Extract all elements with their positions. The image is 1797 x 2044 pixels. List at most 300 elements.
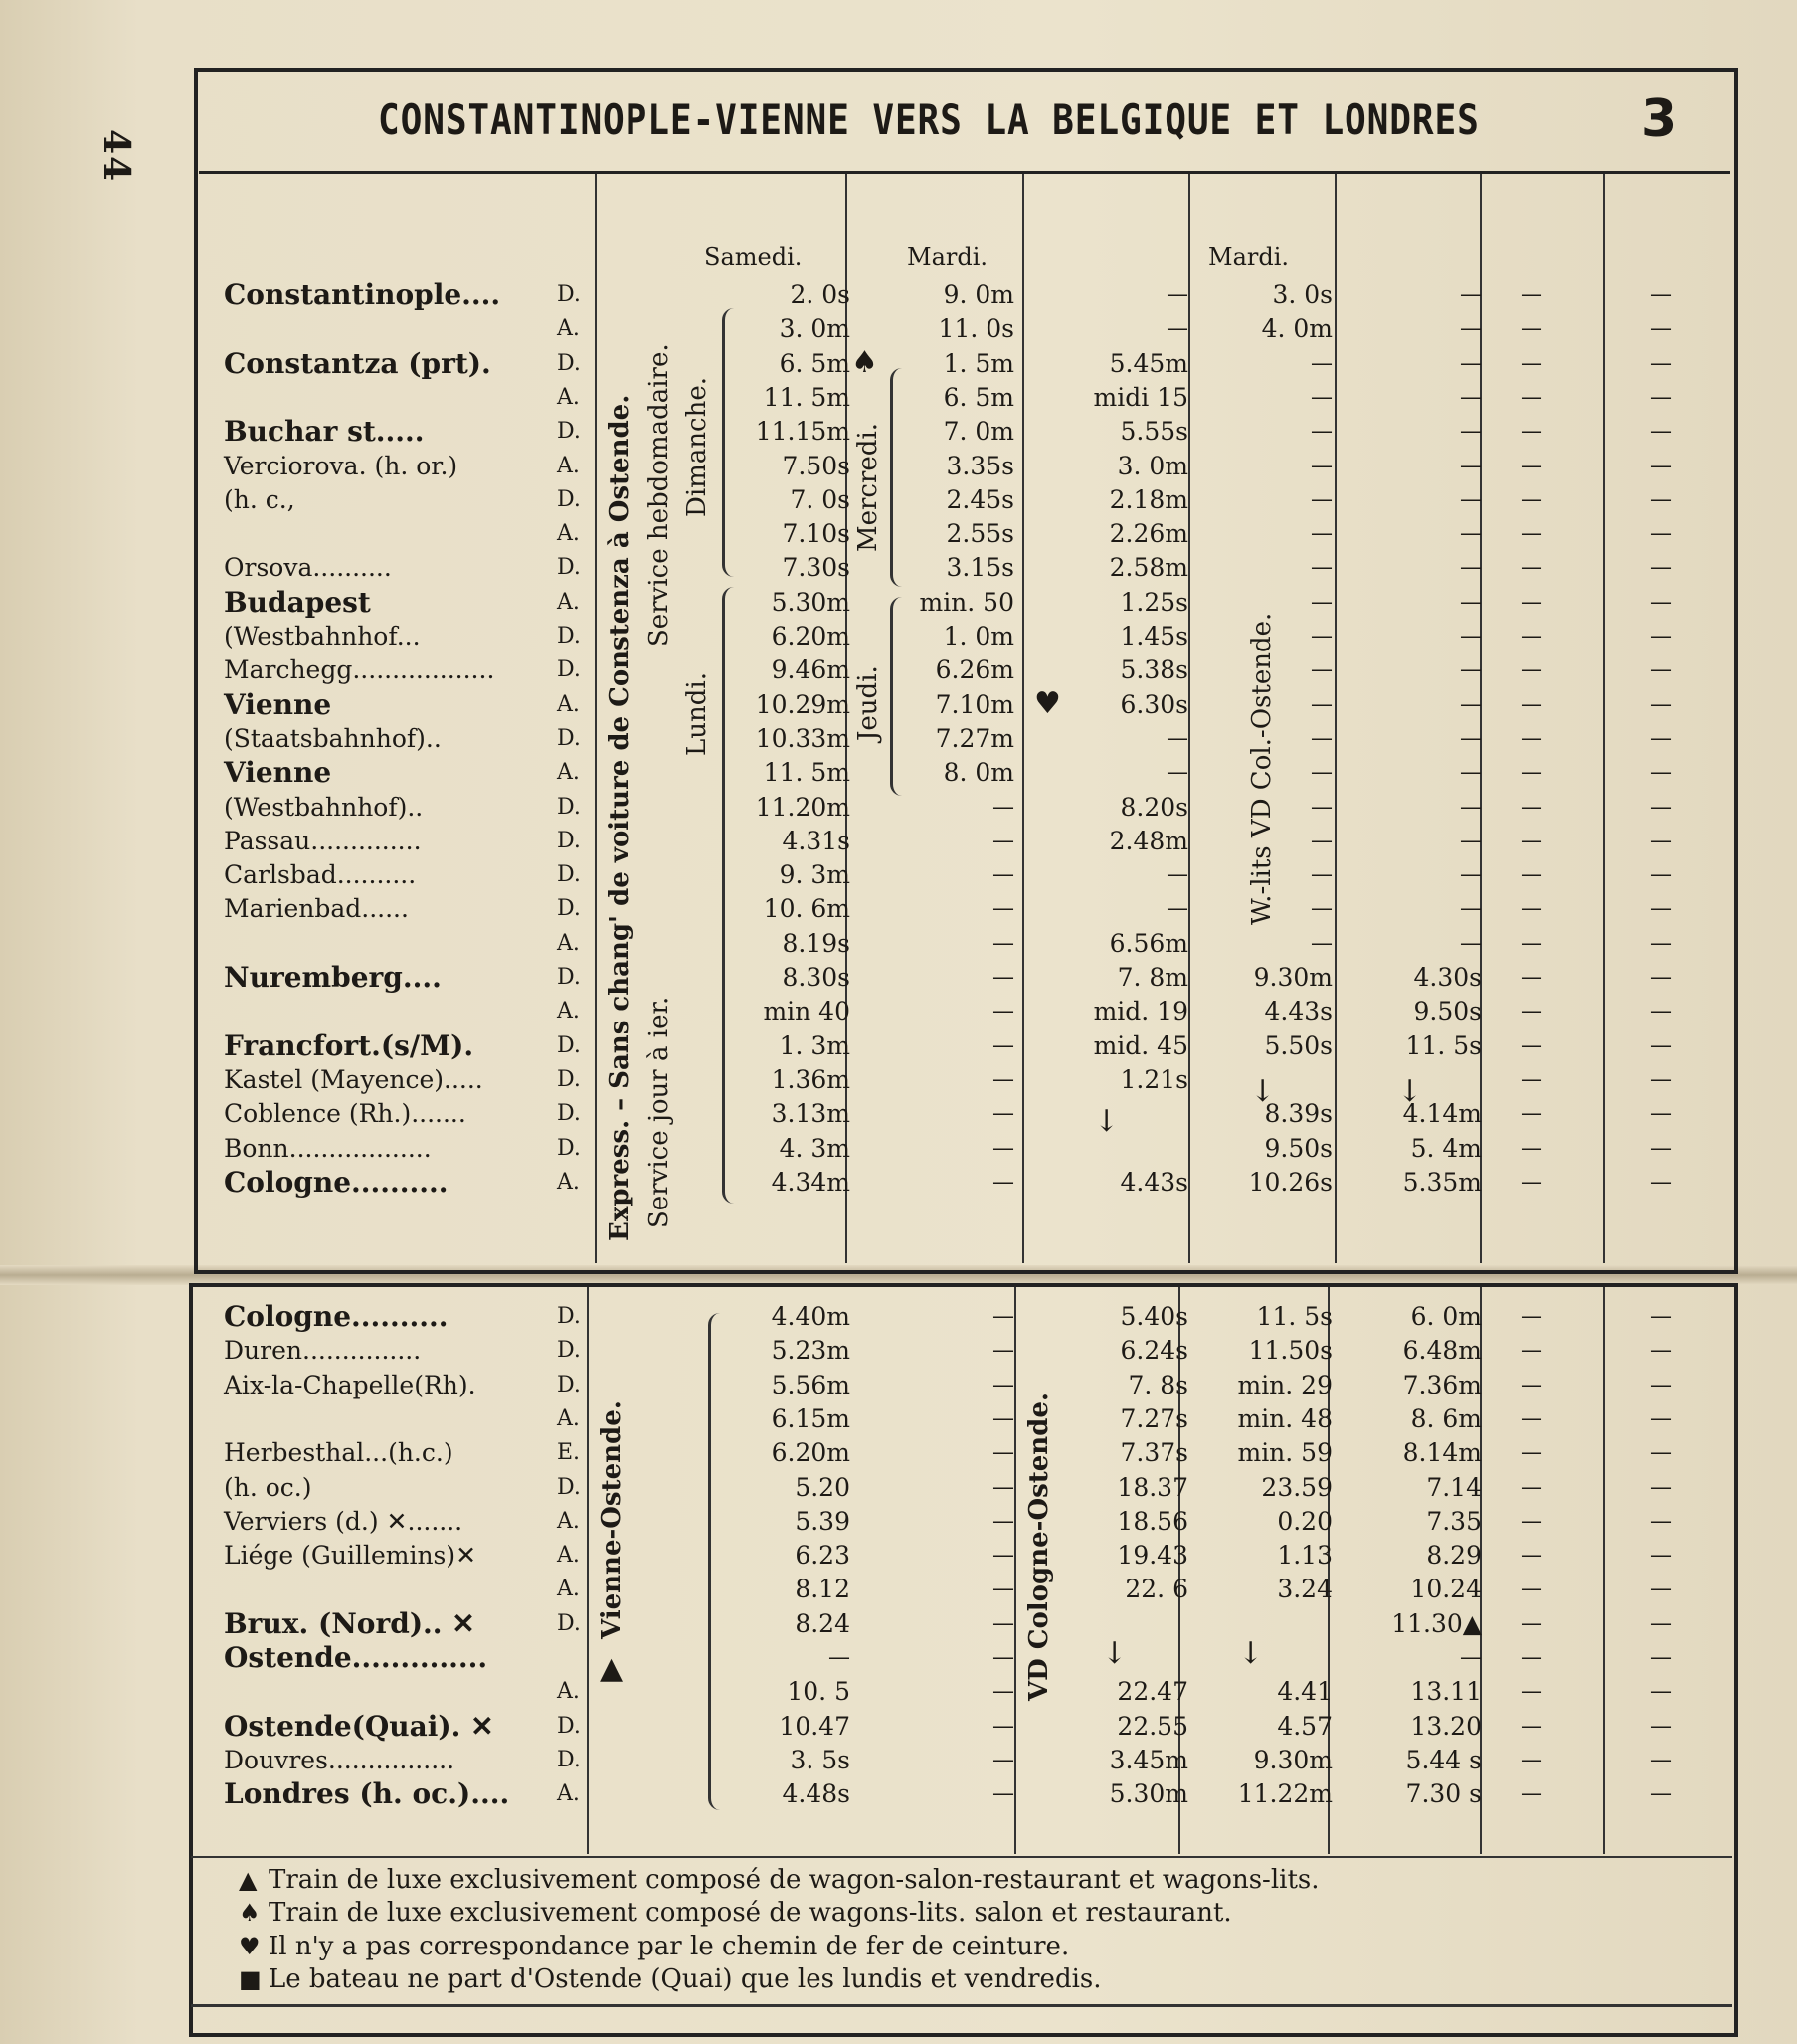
table-row — [0, 1436, 1797, 1470]
table-row — [0, 1369, 1797, 1402]
time-cell: 7.27m — [935, 723, 1014, 753]
time-cell: — — [1460, 794, 1482, 820]
station-name: Londres (h. oc.).... — [224, 1777, 510, 1811]
time-cell: 7.35 — [1426, 1506, 1482, 1536]
station-name: Verciorova. (h. or.) — [224, 451, 458, 480]
time-cell: 6.20m — [771, 622, 850, 650]
vertical-label-service-jour: Service jour à ier. — [644, 996, 674, 1228]
time-cell: 11. 5s — [1256, 1302, 1333, 1331]
time-cell: — — [1521, 316, 1542, 342]
time-cell: 7.14 — [1426, 1472, 1482, 1502]
time-cell: min. 59 — [1237, 1438, 1333, 1468]
time-cell: — — [1650, 1713, 1672, 1739]
arrival-departure: A. — [557, 1679, 580, 1705]
time-cell: — — [1521, 725, 1542, 751]
time-cell: 3.45m — [1109, 1745, 1188, 1774]
time-cell: — — [1521, 384, 1542, 410]
time-cell: — — [992, 930, 1014, 956]
page-number: 3 — [1641, 90, 1678, 149]
time-cell: — — [1650, 1440, 1672, 1466]
time-cell: 8.39s — [1264, 1099, 1333, 1129]
time-cell: — — [1650, 1304, 1672, 1329]
time-cell: — — [1650, 282, 1672, 307]
time-cell: 7.10s — [782, 519, 850, 549]
table-row — [0, 995, 1797, 1028]
time-cell: — — [1460, 657, 1482, 683]
time-cell: 22.55 — [1117, 1711, 1188, 1741]
time-cell: — — [992, 999, 1014, 1024]
legend-item-2: ♠ Train de luxe exclusivement composé de wagons-lits. salon et restaurant. — [239, 1898, 1232, 1928]
station-name: Orsova.......... — [224, 553, 392, 583]
time-cell: — — [1167, 862, 1188, 888]
arrival-departure: D. — [557, 419, 581, 445]
table-row — [0, 791, 1797, 825]
arrival-departure: D. — [557, 1372, 581, 1397]
bottom-rule — [191, 2004, 1732, 2007]
time-cell: 5.40s — [1120, 1302, 1188, 1331]
time-cell: 4.34m — [771, 1167, 850, 1197]
time-cell: — — [1650, 1543, 1672, 1569]
time-cell: — — [1650, 350, 1672, 376]
time-cell: — — [1521, 419, 1542, 445]
time-cell: — — [1460, 896, 1482, 922]
time-cell: 9. 3m — [779, 860, 850, 890]
arrival-departure: D. — [557, 350, 581, 376]
time-cell: 8.29 — [1426, 1541, 1482, 1571]
time-cell: — — [1311, 384, 1333, 410]
time-cell: 2.48m — [1109, 826, 1188, 855]
time-cell: 4.31s — [782, 826, 850, 855]
table-row — [0, 415, 1797, 449]
station-name: Cologne.......... — [224, 1300, 449, 1333]
time-cell: — — [992, 1474, 1014, 1500]
time-cell: 4.30s — [1413, 963, 1482, 992]
time-cell: min 40 — [763, 997, 850, 1026]
time-cell: — — [1650, 1405, 1672, 1431]
time-cell: — — [992, 1032, 1014, 1058]
down-arrow-icon: ↓ — [1238, 1636, 1264, 1671]
station-name: Marchegg.................. — [224, 655, 495, 685]
arrival-departure: D. — [557, 555, 581, 581]
time-cell: 6.26m — [935, 655, 1014, 685]
table-row — [0, 688, 1797, 722]
spade-icon: ♠ — [239, 1899, 261, 1927]
down-arrow-icon: ↓ — [1102, 1636, 1128, 1671]
time-cell: midi 15 — [1093, 382, 1188, 412]
time-cell: — — [1460, 589, 1482, 615]
arrival-departure: A. — [557, 589, 580, 615]
time-cell: 2. 0s — [790, 280, 850, 309]
arrival-departure: D. — [557, 862, 581, 888]
time-cell: — — [1311, 896, 1333, 922]
table-row — [0, 1539, 1797, 1573]
page-title: CONSTANTINOPLE-VIENNE VERS LA BELGIQUE ET LONDRES — [378, 95, 1480, 144]
time-cell: — — [1521, 1610, 1542, 1636]
time-cell: — — [1311, 760, 1333, 786]
time-cell: — — [1521, 657, 1542, 683]
time-cell: — — [1460, 316, 1482, 342]
time-cell: — — [1311, 828, 1333, 853]
time-cell: — — [1650, 828, 1672, 853]
station-name: Verviers (d.) ✕....... — [224, 1506, 463, 1536]
time-cell: 3. 5s — [790, 1745, 850, 1774]
time-cell: 13.20 — [1410, 1711, 1482, 1741]
time-cell: — — [1650, 555, 1672, 581]
station-name: Carlsbad.......... — [224, 860, 417, 890]
time-cell: — — [1521, 350, 1542, 376]
time-cell: — — [1650, 1747, 1672, 1772]
time-cell: — — [1521, 1405, 1542, 1431]
table-row — [0, 1132, 1797, 1166]
vertical-label-dimanche: Dimanche. — [682, 376, 712, 517]
time-cell: — — [1521, 1032, 1542, 1058]
time-cell: — — [1650, 1032, 1672, 1058]
time-cell: — — [1521, 1508, 1542, 1534]
time-cell: 4.57 — [1277, 1711, 1333, 1741]
table-row — [0, 1300, 1797, 1334]
time-cell: — — [992, 1440, 1014, 1466]
station-name: (h. oc.) — [224, 1472, 312, 1502]
time-cell: 2.26m — [1109, 519, 1188, 549]
time-cell: — — [1521, 521, 1542, 547]
time-cell: — — [1521, 999, 1542, 1024]
time-cell: — — [1521, 691, 1542, 717]
heart-icon: ♥ — [239, 1933, 261, 1960]
time-cell: 4. 3m — [779, 1133, 850, 1163]
time-cell: — — [992, 1645, 1014, 1670]
table-row — [0, 1710, 1797, 1744]
time-cell: — — [1650, 1169, 1672, 1195]
time-cell: 1.45s — [1120, 622, 1188, 650]
arrival-departure: D. — [557, 794, 581, 820]
time-cell: 5.23m — [771, 1336, 850, 1366]
time-cell: — — [1650, 589, 1672, 615]
time-cell: 8. 0m — [943, 758, 1014, 788]
time-cell: 19.43 — [1117, 1541, 1188, 1571]
time-cell: min. 48 — [1237, 1403, 1333, 1433]
time-cell: 3. 0m — [1117, 451, 1188, 480]
time-cell: — — [1167, 896, 1188, 922]
time-cell: — — [992, 1066, 1014, 1092]
time-cell: 11.22m — [1237, 1779, 1333, 1809]
station-name: (Westbahnhof).. — [224, 792, 424, 822]
header-col1: Samedi. — [704, 243, 803, 271]
time-cell: 4.48s — [782, 1779, 850, 1809]
time-cell: 2.18m — [1109, 484, 1188, 514]
time-cell: — — [1311, 930, 1333, 956]
time-cell: — — [1650, 725, 1672, 751]
station-name: Cologne.......... — [224, 1165, 449, 1199]
arrival-departure: D. — [557, 725, 581, 751]
time-cell: — — [1311, 725, 1333, 751]
time-cell: — — [1311, 486, 1333, 512]
time-cell: — — [1311, 453, 1333, 478]
station-name: Herbesthal...(h.c.) — [224, 1438, 453, 1468]
time-cell: — — [1311, 589, 1333, 615]
time-cell: — — [1167, 760, 1188, 786]
arrival-departure: D. — [557, 1032, 581, 1058]
time-cell: — — [992, 896, 1014, 922]
time-cell: — — [1311, 691, 1333, 717]
time-cell: 1.13 — [1277, 1541, 1333, 1571]
time-cell: 4.43s — [1264, 997, 1333, 1026]
table-row — [0, 1334, 1797, 1368]
time-cell: 18.56 — [1117, 1506, 1188, 1536]
time-cell: 10.26s — [1248, 1167, 1333, 1197]
legend-rule — [191, 1856, 1732, 1858]
time-cell: 18.37 — [1117, 1472, 1188, 1502]
time-cell: — — [1521, 760, 1542, 786]
station-name: Vienne — [224, 756, 332, 790]
time-cell: — — [1650, 1338, 1672, 1364]
time-cell: — — [992, 965, 1014, 990]
time-cell: 6.15m — [771, 1403, 850, 1433]
table-row — [0, 312, 1797, 346]
time-cell: — — [1521, 1577, 1542, 1602]
time-cell: — — [1650, 896, 1672, 922]
time-cell: — — [1311, 419, 1333, 445]
time-cell: — — [1460, 521, 1482, 547]
time-cell: 7. 8m — [1117, 963, 1188, 992]
time-cell: 11.30▲ — [1391, 1608, 1482, 1638]
time-cell: 2.45s — [946, 484, 1014, 514]
station-name: Passau.............. — [224, 826, 422, 855]
station-name: Douvres................ — [224, 1745, 455, 1774]
legend-item-3: ♥ Il n'y a pas correspondance par le chemin de fer de ceinture. — [239, 1932, 1070, 1961]
table-row — [0, 1063, 1797, 1097]
table-row — [0, 1471, 1797, 1505]
square-icon: ■ — [239, 1965, 262, 1993]
time-cell: — — [992, 1101, 1014, 1127]
time-cell: — — [1460, 419, 1482, 445]
table-row — [0, 1166, 1797, 1200]
table-row — [0, 1675, 1797, 1709]
arrival-departure: A. — [557, 1543, 580, 1569]
time-cell: 6.48m — [1402, 1336, 1482, 1366]
time-cell: 9.30m — [1253, 1745, 1333, 1774]
arrival-departure: E. — [557, 1440, 581, 1466]
station-name: Francfort.(s/M). — [224, 1028, 474, 1062]
time-cell: — — [1460, 555, 1482, 581]
station-name: Nuremberg.... — [224, 961, 442, 994]
table-row — [0, 1029, 1797, 1063]
table-row — [0, 1744, 1797, 1777]
arrival-departure: A. — [557, 1577, 580, 1602]
table-row — [0, 653, 1797, 687]
time-cell: — — [992, 1169, 1014, 1195]
time-cell: 6. 5m — [779, 348, 850, 378]
time-cell: 5.30m — [771, 587, 850, 617]
time-cell — [1193, 1607, 1333, 1641]
arrival-departure: D. — [557, 965, 581, 990]
time-cell: — — [1650, 1645, 1672, 1670]
time-cell: 1. 5m — [943, 348, 1014, 378]
time-cell: 7.30 s — [1405, 1779, 1482, 1809]
time-cell: — — [1650, 1101, 1672, 1127]
arrival-departure: D. — [557, 1135, 581, 1161]
vertical-label-cologne-ostende: VD Cologne-Ostende. — [1024, 1393, 1054, 1701]
station-name: Constantinople.... — [224, 279, 501, 311]
time-cell: 5.20 — [795, 1472, 850, 1502]
time-cell: — — [1521, 965, 1542, 990]
time-cell: — — [992, 1372, 1014, 1397]
time-cell: — — [1521, 1474, 1542, 1500]
time-cell: 5.38s — [1120, 655, 1188, 685]
arrival-departure: D. — [557, 1713, 581, 1739]
time-cell: — — [1650, 862, 1672, 888]
station-name: Liége (Guillemins)✕ — [224, 1541, 477, 1571]
time-cell: — — [1311, 521, 1333, 547]
time-cell: — — [1650, 1577, 1672, 1602]
time-cell: — — [1311, 555, 1333, 581]
arrival-departure: D. — [557, 1101, 581, 1127]
time-cell: — — [1460, 691, 1482, 717]
time-cell — [1193, 1063, 1333, 1097]
vertical-label-express: Express. – Sans chang' de voiture de Constenza à Ostende. — [605, 394, 634, 1241]
time-cell: — — [1521, 862, 1542, 888]
time-cell: — — [1650, 1135, 1672, 1161]
time-cell: — — [1167, 725, 1188, 751]
time-cell: — — [1460, 350, 1482, 376]
time-cell: mid. 19 — [1093, 997, 1188, 1026]
time-cell: 10.33m — [755, 723, 850, 753]
time-cell: 3.15s — [946, 553, 1014, 583]
time-cell: 7.30s — [782, 553, 850, 583]
time-cell: 11.15m — [755, 417, 850, 447]
time-cell: — — [1650, 1781, 1672, 1807]
arrival-departure: A. — [557, 521, 580, 547]
time-cell: — — [1521, 794, 1542, 820]
table-row — [0, 381, 1797, 415]
time-cell: 11. 0s — [938, 314, 1014, 344]
time-cell: 6.56m — [1109, 928, 1188, 958]
table-row — [0, 858, 1797, 892]
time-cell: — — [1167, 316, 1188, 342]
station-name: Buchar st..... — [224, 415, 425, 449]
time-cell: 4.14m — [1402, 1099, 1482, 1129]
time-cell: — — [1521, 1135, 1542, 1161]
time-cell: — — [1521, 1747, 1542, 1772]
time-cell: 4.40m — [771, 1302, 850, 1331]
time-cell: 23.59 — [1261, 1472, 1333, 1502]
time-cell: — — [1521, 896, 1542, 922]
time-cell: 8.30s — [782, 963, 850, 992]
vertical-label-mercredi: Mercredi. — [853, 422, 883, 552]
heart-marker-icon: ♥ — [1034, 686, 1061, 721]
time-cell: — — [1521, 453, 1542, 478]
station-name: (Westbahnhof... — [224, 622, 421, 650]
time-cell: — — [1521, 930, 1542, 956]
arrival-departure: A. — [557, 760, 580, 786]
time-cell: 5.30m — [1109, 1779, 1188, 1809]
station-name: Budapest — [224, 585, 371, 619]
time-cell: — — [1521, 1543, 1542, 1569]
time-cell: 13.11 — [1410, 1677, 1482, 1707]
time-cell: — — [1650, 384, 1672, 410]
time-cell: — — [1311, 794, 1333, 820]
time-cell: 1.25s — [1120, 587, 1188, 617]
time-cell: — — [1650, 930, 1672, 956]
arrival-departure: D. — [557, 1338, 581, 1364]
time-cell: — — [1650, 760, 1672, 786]
time-cell: 5.50s — [1264, 1030, 1333, 1060]
arrival-departure: A. — [557, 316, 580, 342]
time-cell: — — [1460, 384, 1482, 410]
time-cell: 10.29m — [755, 689, 850, 719]
arrival-departure: A. — [557, 1508, 580, 1534]
time-cell: — — [992, 1610, 1014, 1636]
time-cell: 3.13m — [771, 1099, 850, 1129]
time-cell: — — [1521, 1372, 1542, 1397]
down-arrow-icon: ↓ — [1250, 1074, 1276, 1109]
time-cell: — — [1460, 282, 1482, 307]
time-cell: — — [1460, 453, 1482, 478]
time-cell: 7. 8s — [1128, 1370, 1188, 1399]
table-row — [0, 825, 1797, 858]
time-cell: 8.24 — [795, 1608, 850, 1638]
time-cell: — — [1521, 1645, 1542, 1670]
time-cell: — — [1650, 1474, 1672, 1500]
time-cell: — — [1460, 930, 1482, 956]
time-cell: — — [1650, 1372, 1672, 1397]
time-cell: 1. 3m — [779, 1030, 850, 1060]
time-cell: 6. 5m — [943, 382, 1014, 412]
time-cell: 1. 0m — [943, 622, 1014, 650]
station-name: Vienne — [224, 687, 332, 721]
table-row — [0, 450, 1797, 483]
table-row — [0, 1641, 1797, 1675]
time-cell: — — [1311, 624, 1333, 649]
time-cell: 9.50s — [1413, 997, 1482, 1026]
time-cell: 8. 6m — [1410, 1403, 1482, 1433]
table-row — [0, 1402, 1797, 1436]
time-cell: 8.20s — [1120, 792, 1188, 822]
time-cell: 11. 5m — [763, 758, 850, 788]
table-row — [0, 1505, 1797, 1539]
time-cell: — — [1521, 1066, 1542, 1092]
time-cell: 8.12 — [795, 1575, 850, 1604]
time-cell: — — [1521, 1679, 1542, 1705]
time-cell: — — [1521, 1781, 1542, 1807]
arrival-departure: A. — [557, 1781, 580, 1807]
time-cell: — — [992, 828, 1014, 853]
time-cell: — — [992, 1577, 1014, 1602]
arrival-departure: D. — [557, 282, 581, 307]
down-arrow-icon: ↓ — [1094, 1104, 1120, 1139]
time-cell: 7.10m — [935, 689, 1014, 719]
legend-item-4: ■ Le bateau ne part d'Ostende (Quai) que les lundis et vendredis. — [239, 1964, 1102, 1994]
time-cell — [1034, 1097, 1188, 1131]
station-name: Brux. (Nord).. ✕ — [224, 1606, 475, 1640]
time-cell — [1338, 1063, 1482, 1097]
arrival-departure: A. — [557, 691, 580, 717]
header-col2: Mardi. — [907, 243, 988, 271]
time-cell: — — [1650, 657, 1672, 683]
time-cell: — — [1521, 555, 1542, 581]
time-cell: 22. 6 — [1125, 1575, 1188, 1604]
time-cell: 8.14m — [1402, 1438, 1482, 1468]
station-name: Constantza (prt). — [224, 346, 491, 380]
table-row — [0, 1097, 1797, 1131]
time-cell: 10.47 — [779, 1711, 850, 1741]
time-cell: 4. 0m — [1261, 314, 1333, 344]
arrival-departure: D. — [557, 1610, 581, 1636]
time-cell: — — [1650, 486, 1672, 512]
time-cell: — — [992, 1543, 1014, 1569]
time-cell: 7. 0m — [943, 417, 1014, 447]
time-cell — [1034, 1607, 1188, 1641]
time-cell: 22.47 — [1117, 1677, 1188, 1707]
